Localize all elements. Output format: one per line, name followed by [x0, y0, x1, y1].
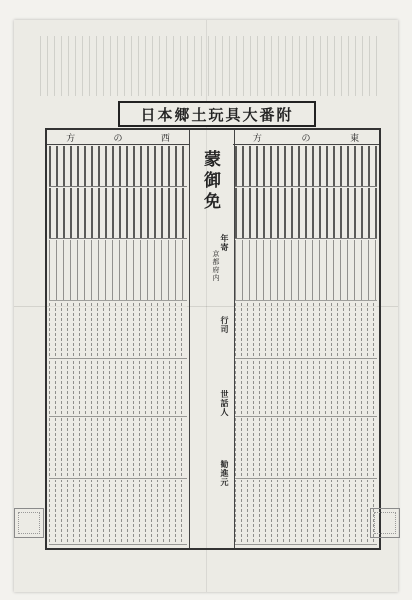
- east-rank-block-names: [235, 188, 377, 239]
- center-title: 蒙御免: [200, 150, 220, 213]
- center-column: [189, 130, 235, 548]
- east-header: [233, 130, 379, 145]
- west-rank-block: [49, 240, 187, 301]
- east-rank-block: [235, 240, 377, 301]
- seal-stamp: [370, 508, 400, 538]
- east-rank-block: [235, 480, 377, 545]
- poster-title-box: [118, 101, 316, 127]
- west-header-char: 方: [66, 133, 76, 144]
- west-rank-block-top: [49, 146, 187, 187]
- banzuke-frame: [45, 128, 381, 550]
- east-rank-block-top: [235, 146, 377, 187]
- east-header-char: 東: [350, 133, 360, 144]
- west-header-char: の: [113, 133, 123, 144]
- center-col-text: 京都府内: [212, 250, 220, 282]
- west-rank-block: [49, 302, 187, 359]
- west-rank-block: [49, 360, 187, 417]
- west-rank-block: [49, 418, 187, 479]
- west-header-char: 西: [160, 133, 170, 144]
- header-text-block: [40, 36, 378, 96]
- center-col-promoter: 勧進元: [220, 460, 230, 487]
- center-col-elders: 年寄: [220, 234, 230, 252]
- east-rank-block: [235, 418, 377, 479]
- west-rank-block: [49, 480, 187, 545]
- west-rank-block-names: [49, 188, 187, 239]
- east-rank-block: [235, 360, 377, 417]
- center-col-referee: 行司: [220, 316, 230, 334]
- east-rank-block: [235, 302, 377, 359]
- seal-stamp: [14, 508, 44, 538]
- center-col-patrons: 世話人: [220, 390, 230, 417]
- west-header: [47, 130, 189, 145]
- poster-title: 附番大具玩土郷本日: [140, 105, 294, 124]
- east-header-char: 方: [252, 133, 262, 144]
- east-header-char: の: [301, 133, 311, 144]
